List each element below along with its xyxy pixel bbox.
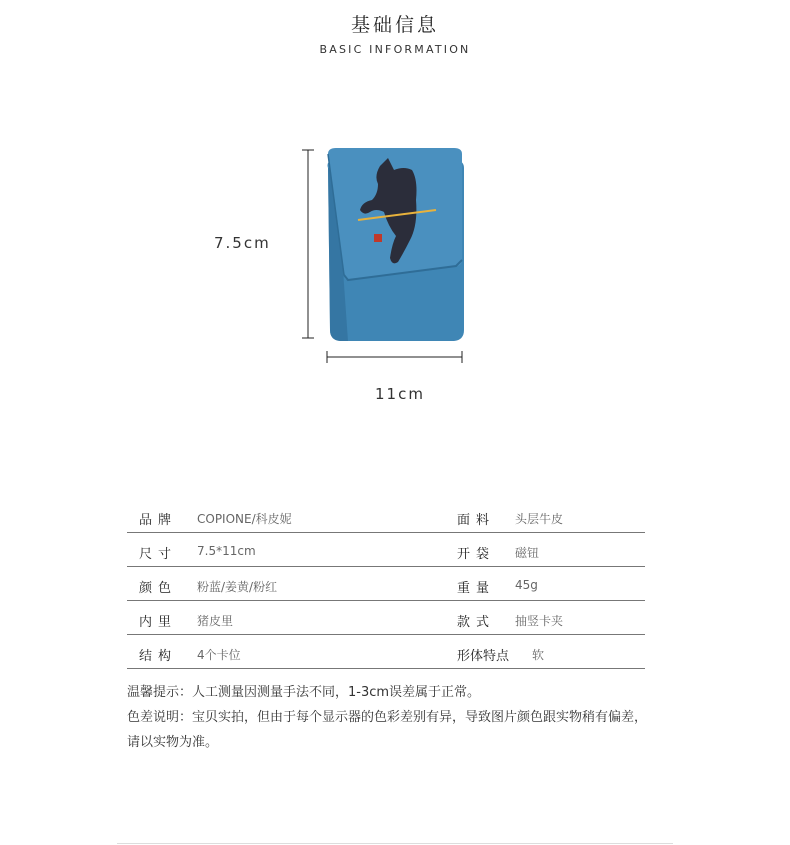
divider	[117, 843, 673, 844]
spec-value: 头层牛皮	[515, 512, 564, 526]
spec-value: 磁钮	[515, 546, 540, 560]
spec-value: 粉蓝/姜黄/粉红	[197, 580, 278, 594]
spec-key: 内里	[139, 615, 178, 630]
spec-value: COPIONE/科皮妮	[197, 512, 292, 526]
table-row	[127, 500, 645, 533]
spec-table	[127, 500, 645, 670]
spec-key: 面料	[457, 513, 496, 528]
table-row	[127, 568, 645, 601]
spec-key: 重量	[457, 581, 496, 596]
page-title: 基础信息	[350, 14, 439, 36]
measurement-note: 温馨提示：人工测量因测量手法不同，1-3cm误差属于正常。	[127, 685, 481, 700]
notes	[127, 680, 657, 755]
height-label: 7.5cm	[214, 234, 271, 252]
spec-value: 抽竖卡夹	[515, 614, 564, 628]
spec-key: 结构	[139, 649, 178, 664]
page-subtitle: BASIC INFORMATION	[319, 43, 471, 56]
width-label: 11cm	[375, 385, 425, 403]
spec-value: 7.5*11cm	[197, 544, 256, 558]
table-row	[127, 636, 645, 669]
spec-key: 尺寸	[139, 547, 178, 562]
spec-key: 颜色	[139, 581, 178, 596]
spec-value: 45g	[515, 578, 538, 592]
table-row	[127, 602, 645, 635]
seal-icon	[374, 234, 382, 242]
color-note: 色差说明：宝贝实拍，但由于每个显示器的色彩差别有异，导致图片颜色跟实物稍有偏差，请以实物为准。	[127, 710, 648, 750]
spec-value: 猪皮里	[197, 614, 234, 628]
spec-key: 品牌	[139, 513, 178, 528]
spec-value: 4个卡位	[197, 648, 241, 662]
spec-value: 软	[532, 648, 545, 662]
spec-key: 开袋	[457, 547, 496, 562]
card-holder-image	[318, 140, 478, 350]
product-figure	[0, 0, 790, 420]
spec-key: 形体特点	[457, 649, 510, 664]
table-row	[127, 534, 645, 567]
spec-key: 款式	[457, 615, 496, 630]
